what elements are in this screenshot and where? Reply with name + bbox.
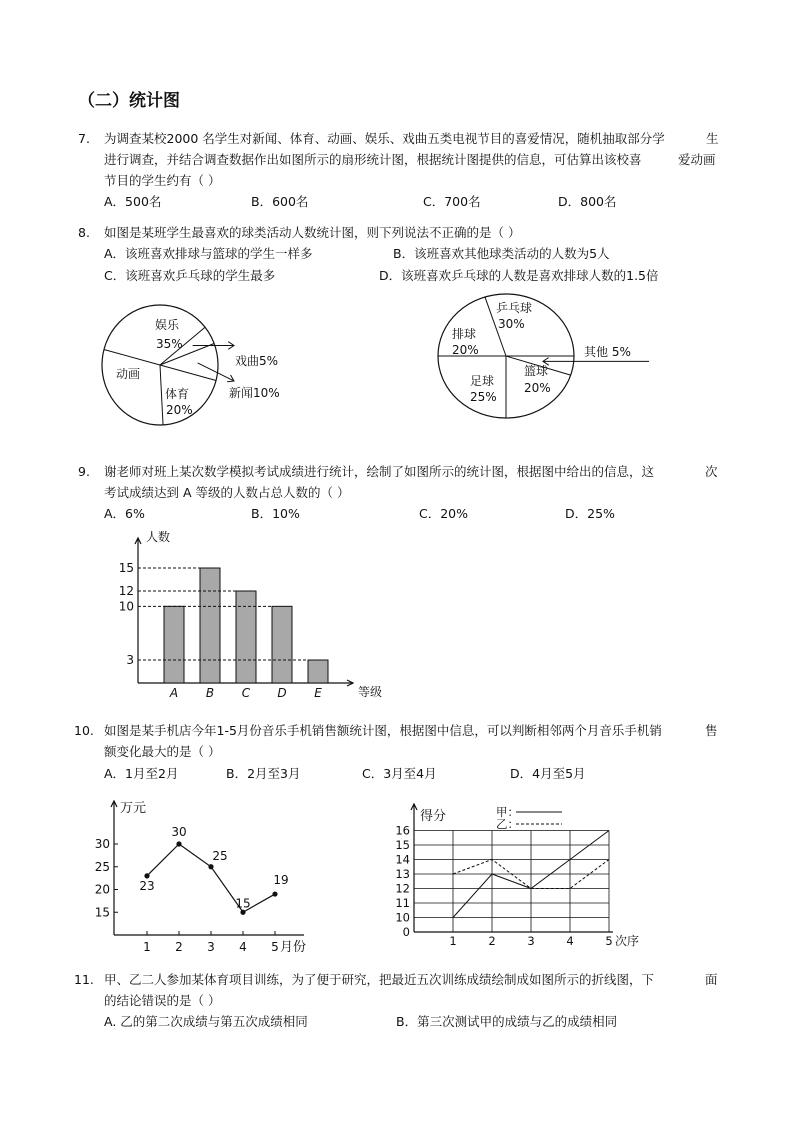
question-text: 节目的学生约有（ ） [104,173,221,188]
other-label: 其他 [584,345,609,359]
slice-label-sports: 体育 [165,387,190,401]
option-a: A．6% [104,506,145,521]
x-tick-label: 1 [449,934,457,948]
training-scores-line-chart [392,800,662,955]
option-c: C．700名 [423,194,481,209]
question-number: 9. [78,464,90,479]
option-a: A．该班喜欢排球与篮球的学生一样多 [104,246,313,261]
y-tick-label: 16 [395,823,410,838]
slice-value-football: 25% [470,390,497,404]
option-d: D．25% [565,506,615,521]
y-tick-label: 0 [402,925,410,939]
x-tick-label: 5 [605,934,613,948]
question-number: 10. [74,723,94,738]
data-label: 25 [212,848,228,863]
x-tick-label: E [314,686,322,700]
x-tick-label: C [241,686,251,700]
y-tick-label: 12 [395,881,410,896]
option-b: B．第三次测试甲的成绩与乙的成绩相同 [396,1014,618,1029]
y-tick-label: 30 [94,837,110,851]
option-a: A．1月至2月 [104,766,179,781]
y-axis-label: 得分 [420,809,447,824]
x-axis-label: 等级 [358,685,383,699]
option-c: C．3月至4月 [362,766,437,781]
y-tick-label: 15 [94,905,110,920]
question-text: 售 [705,723,718,738]
x-tick-label: 4 [566,934,574,948]
data-point [272,891,277,896]
slice-value-entertainment: 35% [156,337,183,351]
slice-label-volleyball: 排球 [452,327,477,341]
question-text: 谢老师对班上某次数学模拟考试成绩进行统计，绘制了如图所示的统计图，根据图中给出的信息，这 [104,464,655,479]
line-chart [95,801,306,955]
slice-label-entertainment: 娱乐 [155,318,180,332]
news-value: 10% [253,386,280,400]
data-point [144,873,149,878]
y-axis-label: 人数 [146,530,171,544]
question-text: 生 [706,131,719,146]
data-point [208,864,213,869]
option-d: D．4月至5月 [510,766,586,781]
option-b: B．600名 [251,194,309,209]
option-c: C．20% [419,506,469,521]
x-tick-label: A [169,686,179,700]
y-tick-label: 12 [118,584,134,598]
slice-label-opera [235,353,278,368]
option-a: A．500名 [104,194,162,209]
question-text: 额变化最大的是（ ） [104,744,221,759]
bar-A [164,606,184,683]
series-line [147,844,275,912]
slice-label-other [584,344,631,359]
question-text: 爱动画 [678,152,716,167]
option-b: B．2月至3月 [226,766,301,781]
legend-label: 乙： [496,817,519,831]
slice-label-pingpong: 乒乓球 [496,301,533,315]
y-axis-label: 万元 [120,801,147,816]
bar-D [272,606,292,683]
slice-value-pingpong: 30% [498,317,525,331]
tv-program-pie-chart [100,300,320,430]
option-b: B．10% [251,506,300,521]
question-number: 8. [78,225,90,240]
question-text: 为调查某校2000 名学生对新闻、体育、动画、娱乐、戏曲五类电视节目的喜爱情况，随机抽取部分学 [104,131,665,146]
option-c: C．该班喜欢乒乓球的学生最多 [104,268,276,283]
x-axis-label: 月份 [280,940,307,955]
bar-chart [119,529,382,700]
question-text: 的结论错误的是（ ） [104,993,221,1008]
y-tick-label: 25 [94,859,110,874]
x-tick-label: B [205,686,215,700]
question-text: 甲、乙二人参加某体育项目训练，为了便于研究，把最近五次训练成绩绘制成如图所示的折线图，下 [104,972,655,987]
opera-label: 戏曲 [235,354,260,368]
bar-B [200,568,220,683]
question-number: 7. [78,131,90,146]
y-tick-label: 15 [118,561,134,575]
data-point [240,910,245,915]
x-axis-label: 次序 [615,934,640,948]
news-label: 新闻 [229,386,254,400]
bar-C [236,591,256,683]
slice-label-football: 足球 [470,374,495,388]
y-tick-label: 3 [126,653,134,667]
data-point [176,841,181,846]
question-number: 11. [74,972,94,987]
question-text: 次 [705,464,718,479]
data-label: 19 [273,873,289,888]
x-tick-label: 5 [271,940,279,954]
y-tick-label: 10 [118,599,134,614]
x-tick-label: 2 [175,940,183,954]
question-text: 如图是某手机店今年1-5月份音乐手机销售额统计图，根据图中信息，可以判断相邻两个月音乐手机销 [104,723,662,738]
y-tick-label: 11 [395,896,410,910]
section-title: （二）统计图 [78,91,180,111]
data-label: 23 [139,878,155,893]
slice-value-sports: 20% [166,403,193,417]
data-label: 30 [171,825,187,839]
other-value: 5% [611,345,631,359]
question-text: 面 [705,972,718,987]
x-tick-label: 4 [239,940,247,954]
y-tick-label: 10 [395,910,410,925]
question-text: 如图是某班学生最喜欢的球类活动人数统计图，则下列说法不正确的是（ ） [104,225,521,240]
option-a: A. 乙的第二次成绩与第五次成绩相同 [104,1014,308,1029]
x-tick-label: 1 [143,940,151,954]
data-label: 15 [235,896,251,911]
question-text: 进行调查，并结合调查数据作出如图所示的扇形统计图，根据统计图提供的信息，可估算出该校喜 [104,152,642,167]
legend-label: 甲： [496,805,519,819]
y-tick-label: 14 [395,852,410,867]
slice-label-animation: 动画 [116,367,141,381]
option-d: D．该班喜欢乒乓球的人数是喜欢排球人数的1.5倍 [379,268,659,283]
x-tick-label: 2 [488,934,496,948]
slice-label-news [229,385,280,400]
opera-value: 5% [259,354,279,368]
slice-value-volleyball: 20% [452,343,479,357]
slice-value-basketball: 20% [524,381,551,395]
y-tick-label: 13 [395,867,410,881]
slice-label-basketball: 篮球 [524,364,549,378]
x-tick-label: D [277,686,287,700]
grades-bar-chart [110,528,410,708]
bar-E [308,660,328,683]
question-text: 考试成绩达到 A 等级的人数占总人数的（ ） [104,485,350,500]
y-tick-label: 15 [395,838,410,852]
phone-sales-line-chart [90,795,330,960]
option-b: B．该班喜欢其他球类活动的人数为5人 [393,246,610,261]
line-chart [395,804,639,948]
x-tick-label: 3 [527,934,535,948]
option-d: D．800名 [558,194,617,209]
y-tick-label: 20 [94,882,110,897]
x-tick-label: 3 [207,940,215,954]
ball-sports-pie-chart [436,288,656,418]
